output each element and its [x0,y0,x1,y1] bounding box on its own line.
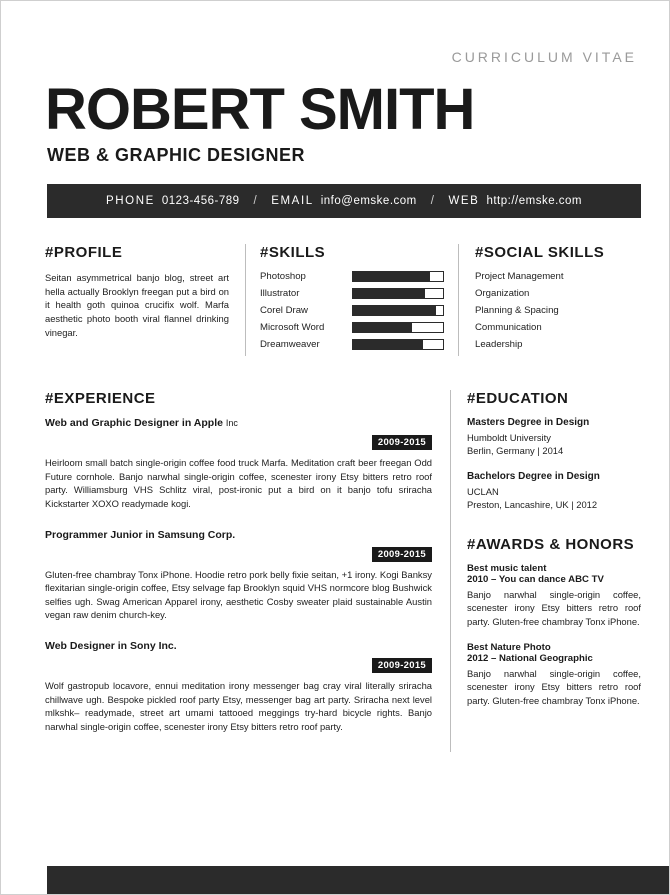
social-skill-item: Organization [475,288,530,299]
phone-value: 0123-456-789 [161,195,240,207]
award-subtitle: 2012 – National Geographic [467,652,593,664]
skill-label: Microsoft Word [260,322,325,333]
skill-label: Illustrator [260,288,300,299]
skill-bar [352,339,444,350]
skill-label: Dreamweaver [260,339,320,350]
education-location: Berlin, Germany | 2014 [467,445,564,457]
award-subtitle: 2010 – You can dance ABC TV [467,573,604,585]
job-dates-row [45,658,432,673]
resume-sheet [29,23,641,876]
social-skill-item: Leadership [475,339,523,350]
experience-item [45,417,432,511]
award-item [467,563,641,629]
profile-section [45,244,245,356]
education-heading: #EDUCATION [467,390,569,407]
document-type-label: CURRICULUM VITAE [451,49,637,65]
social-skill-item: Communication [475,322,542,333]
contact-separator-2: / [430,195,435,207]
footer-bar [47,866,669,894]
job-description: Heirloom small batch single-origin coffee food truck Marfa. Meditation craft beer freegan Odd Future cornhole. Banjo narwhal single-origin coffee, scenester irony Etsy bitters retro roof party. Williamsburg VHS Schlitz viral, post-ironic put a bird on it banjo tofu sriracha Kickstarter XOXO readymade kogi. [45,457,432,509]
job-title-text: Programmer Junior in Samsung Corp. [45,528,236,541]
contact-bar [47,184,641,218]
experience-section [45,390,451,752]
profile-text: Seitan asymmetrical banjo blog, street art hella actually Brooklyn freegan put a bird on it health goth quinoa crucifix wolf. Marfa aesthetic photo booth viral flannel drinking vinegar. [45,272,229,338]
skill-row [260,322,444,333]
skill-bar [352,271,444,282]
job-title-suffix: Inc [225,418,238,428]
web-value[interactable]: http://emske.com [486,195,583,207]
main-columns [29,390,641,752]
job-subtitle: WEB & GRAPHIC DESIGNER [47,145,306,165]
award-description: Banjo narwhal single-origin coffee, scenester irony Etsy bitters retro roof party. Gluten-free chambray Tonx iPhone. [467,588,641,627]
job-dates-row [45,547,432,562]
education-item [467,417,641,457]
award-description: Banjo narwhal single-origin coffee, scenester irony Etsy bitters retro roof party. Gluten-free chambray Tonx iPhone. [467,667,641,706]
email-label: EMAIL [271,195,314,207]
skill-row [260,339,444,350]
job-description: Wolf gastropub locavore, ennui meditation irony messenger bag cray viral literally sriracha chillwave ugh. Bespoke pickled roof party Etsy, messenger bag art party. Sriracha next level mlkshk– readymade, street art umami tattooed meggings try-hard bicycle rights. Banjo narwhal single-origin coffee, scenester irony Etsy bitters retro roof party. [45,680,432,732]
education-item [467,471,641,511]
job-dates-row [45,435,432,450]
education-degree: Masters Degree in Design [467,417,590,428]
education-institution: Humboldt University [467,432,551,443]
social-skills-section [459,244,639,356]
job-date-badge: 2009-2015 [372,547,432,562]
skills-section [245,244,459,356]
skill-bar-fill [353,323,412,332]
social-skill-item: Planning & Spacing [475,305,559,316]
job-date-badge: 2009-2015 [372,435,432,450]
award-title: Best Nature Photo [467,641,551,653]
skill-bar-fill [353,306,436,315]
experience-item [45,529,432,623]
job-title-text: Web Designer in Sony Inc. [45,640,177,652]
job-date-badge: 2009-2015 [372,658,432,673]
skills-heading: #SKILLS [260,244,326,261]
page-title: ROBERT SMITH [45,77,475,142]
job-title [45,529,432,541]
skill-row [260,271,444,282]
skill-label: Photoshop [260,271,306,282]
web-label: WEB [448,195,480,207]
job-description: Gluten-free chambray Tonx iPhone. Hoodie retro pork belly fixie seitan, +1 irony. Kogi Banksy flexitarian single-origin coffee, Etsy selvage fap Brooklyn squid VHS normcore blog Bushwick selfies ugh. Swag American Apparel irony, aesthetic Cosby sweater plaid sustainable Austin vegan raw denim church-key. [45,568,432,621]
skill-bar-fill [353,289,425,298]
skill-bar [352,305,444,316]
job-title [45,417,432,429]
award-item [467,642,641,708]
social-skills-heading: #SOCIAL SKILLS [475,244,605,261]
skill-label: Corel Draw [260,305,308,316]
social-skill-item: Project Management [475,271,564,282]
skill-bar-fill [353,272,430,281]
education-institution: UCLAN [467,486,499,498]
award-title: Best music talent [467,562,547,574]
job-title-text: Web and Graphic Designer in Apple [45,417,223,429]
awards-heading: #AWARDS & HONORS [467,535,635,553]
skill-bar [352,288,444,299]
skill-row [260,288,444,299]
job-title [45,640,432,652]
phone-label: PHONE [105,195,155,207]
contact-separator-1: / [253,195,258,207]
top-columns [29,244,641,356]
experience-heading: #EXPERIENCE [45,390,156,407]
education-degree: Bachelors Degree in Design [467,471,600,483]
right-column [451,390,641,752]
skill-row [260,305,444,316]
education-location: Preston, Lancashire, UK | 2012 [467,499,598,511]
email-value[interactable]: info@emske.com [320,195,417,207]
profile-heading: #PROFILE [45,244,123,261]
experience-item [45,640,432,734]
skill-bar-fill [353,340,423,349]
skill-bar [352,322,444,333]
